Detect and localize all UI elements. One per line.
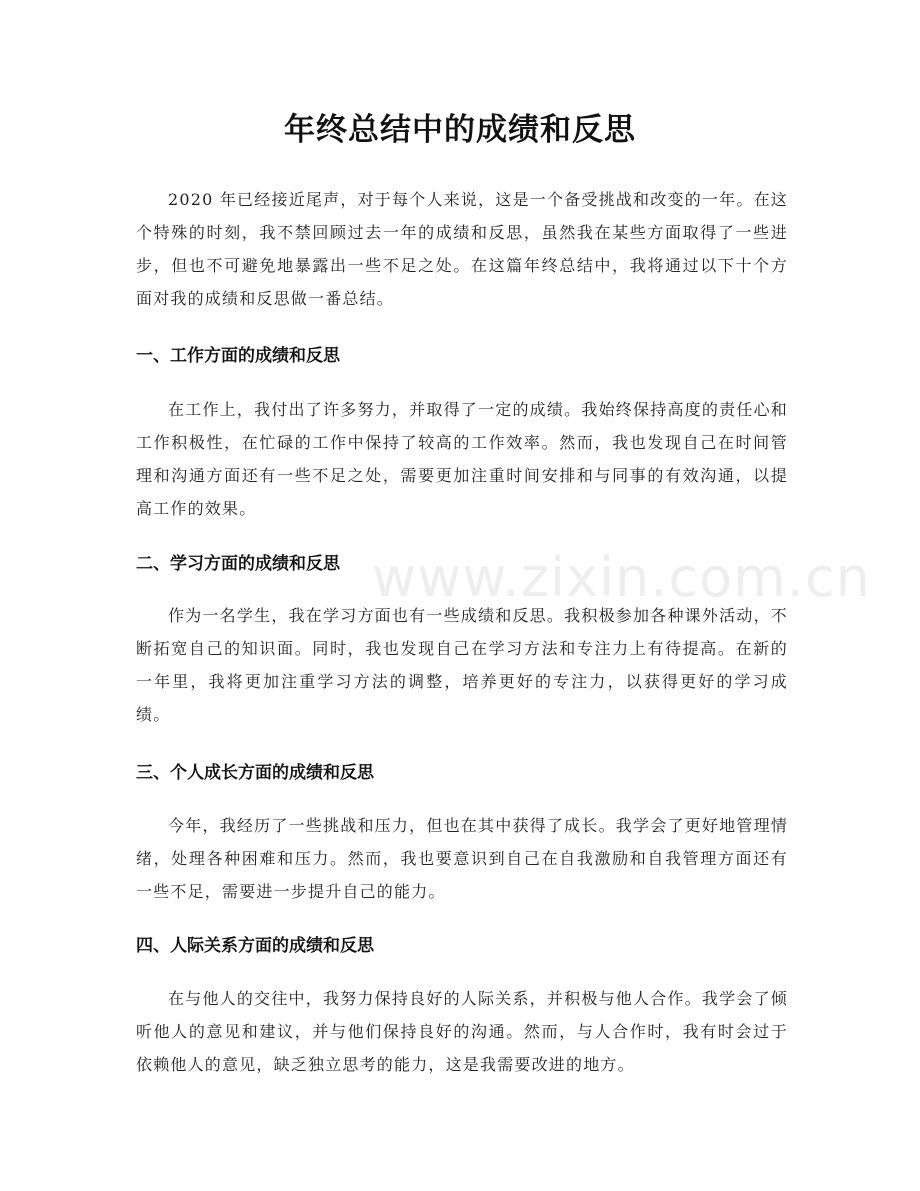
document-title: 年终总结中的成绩和反思	[284, 112, 636, 148]
section-body-growth: 今年，我经历了一些挑战和压力，但也在其中获得了成长。我学会了更好地管理情绪，处理各种困难和压力。然而，我也要意识到自己在自我激励和自我管理方面还有一些不足，需要进一步提升自己的能力。	[136, 816, 788, 901]
intro-paragraph: 2020 年已经接近尾声，对于每个人来说，这是一个备受挑战和改变的一年。在这个特殊的时刻，我不禁回顾过去一年的成绩和反思，虽然我在某些方面取得了一些进步，但也不可避免地暴露出一些不足之处。在这篇年终总结中，我将通过以下十个方面对我的成绩和反思做一番总结。	[136, 190, 788, 308]
section-heading-relationships: 四、人际关系方面的成绩和反思	[136, 936, 374, 956]
site-watermark: www.zixin.com.cn	[372, 546, 871, 609]
section-body-relationships: 在与他人的交往中，我努力保持良好的人际关系，并积极与他人合作。我学会了倾听他人的意见和建议，并与他们保持良好的沟通。然而，与人合作时，我有时会过于依赖他人的意见，缺乏独立思考的能力，这是我需要改进的地方。	[136, 989, 788, 1074]
section-body-work: 在工作上，我付出了许多努力，并取得了一定的成绩。我始终保持高度的责任心和工作积极性，在忙碌的工作中保持了较高的工作效率。然而，我也发现自己在时间管理和沟通方面还有一些不足之处，需要更加注重时间安排和与同事的有效沟通，以提高工作的效果。	[136, 400, 788, 518]
section-heading-work: 一、工作方面的成绩和反思	[136, 346, 340, 366]
section-heading-growth: 三、个人成长方面的成绩和反思	[136, 763, 374, 783]
section-body-study: 作为一名学生，我在学习方面也有一些成绩和反思。我积极参加各种课外活动，不断拓宽自己的知识面。同时，我也发现自己在学习方法和专注力上有待提高。在新的一年里，我将更加注重学习方法的调整，培养更好的专注力，以获得更好的学习成绩。	[136, 606, 788, 724]
section-heading-study: 二、学习方面的成绩和反思	[136, 554, 340, 574]
